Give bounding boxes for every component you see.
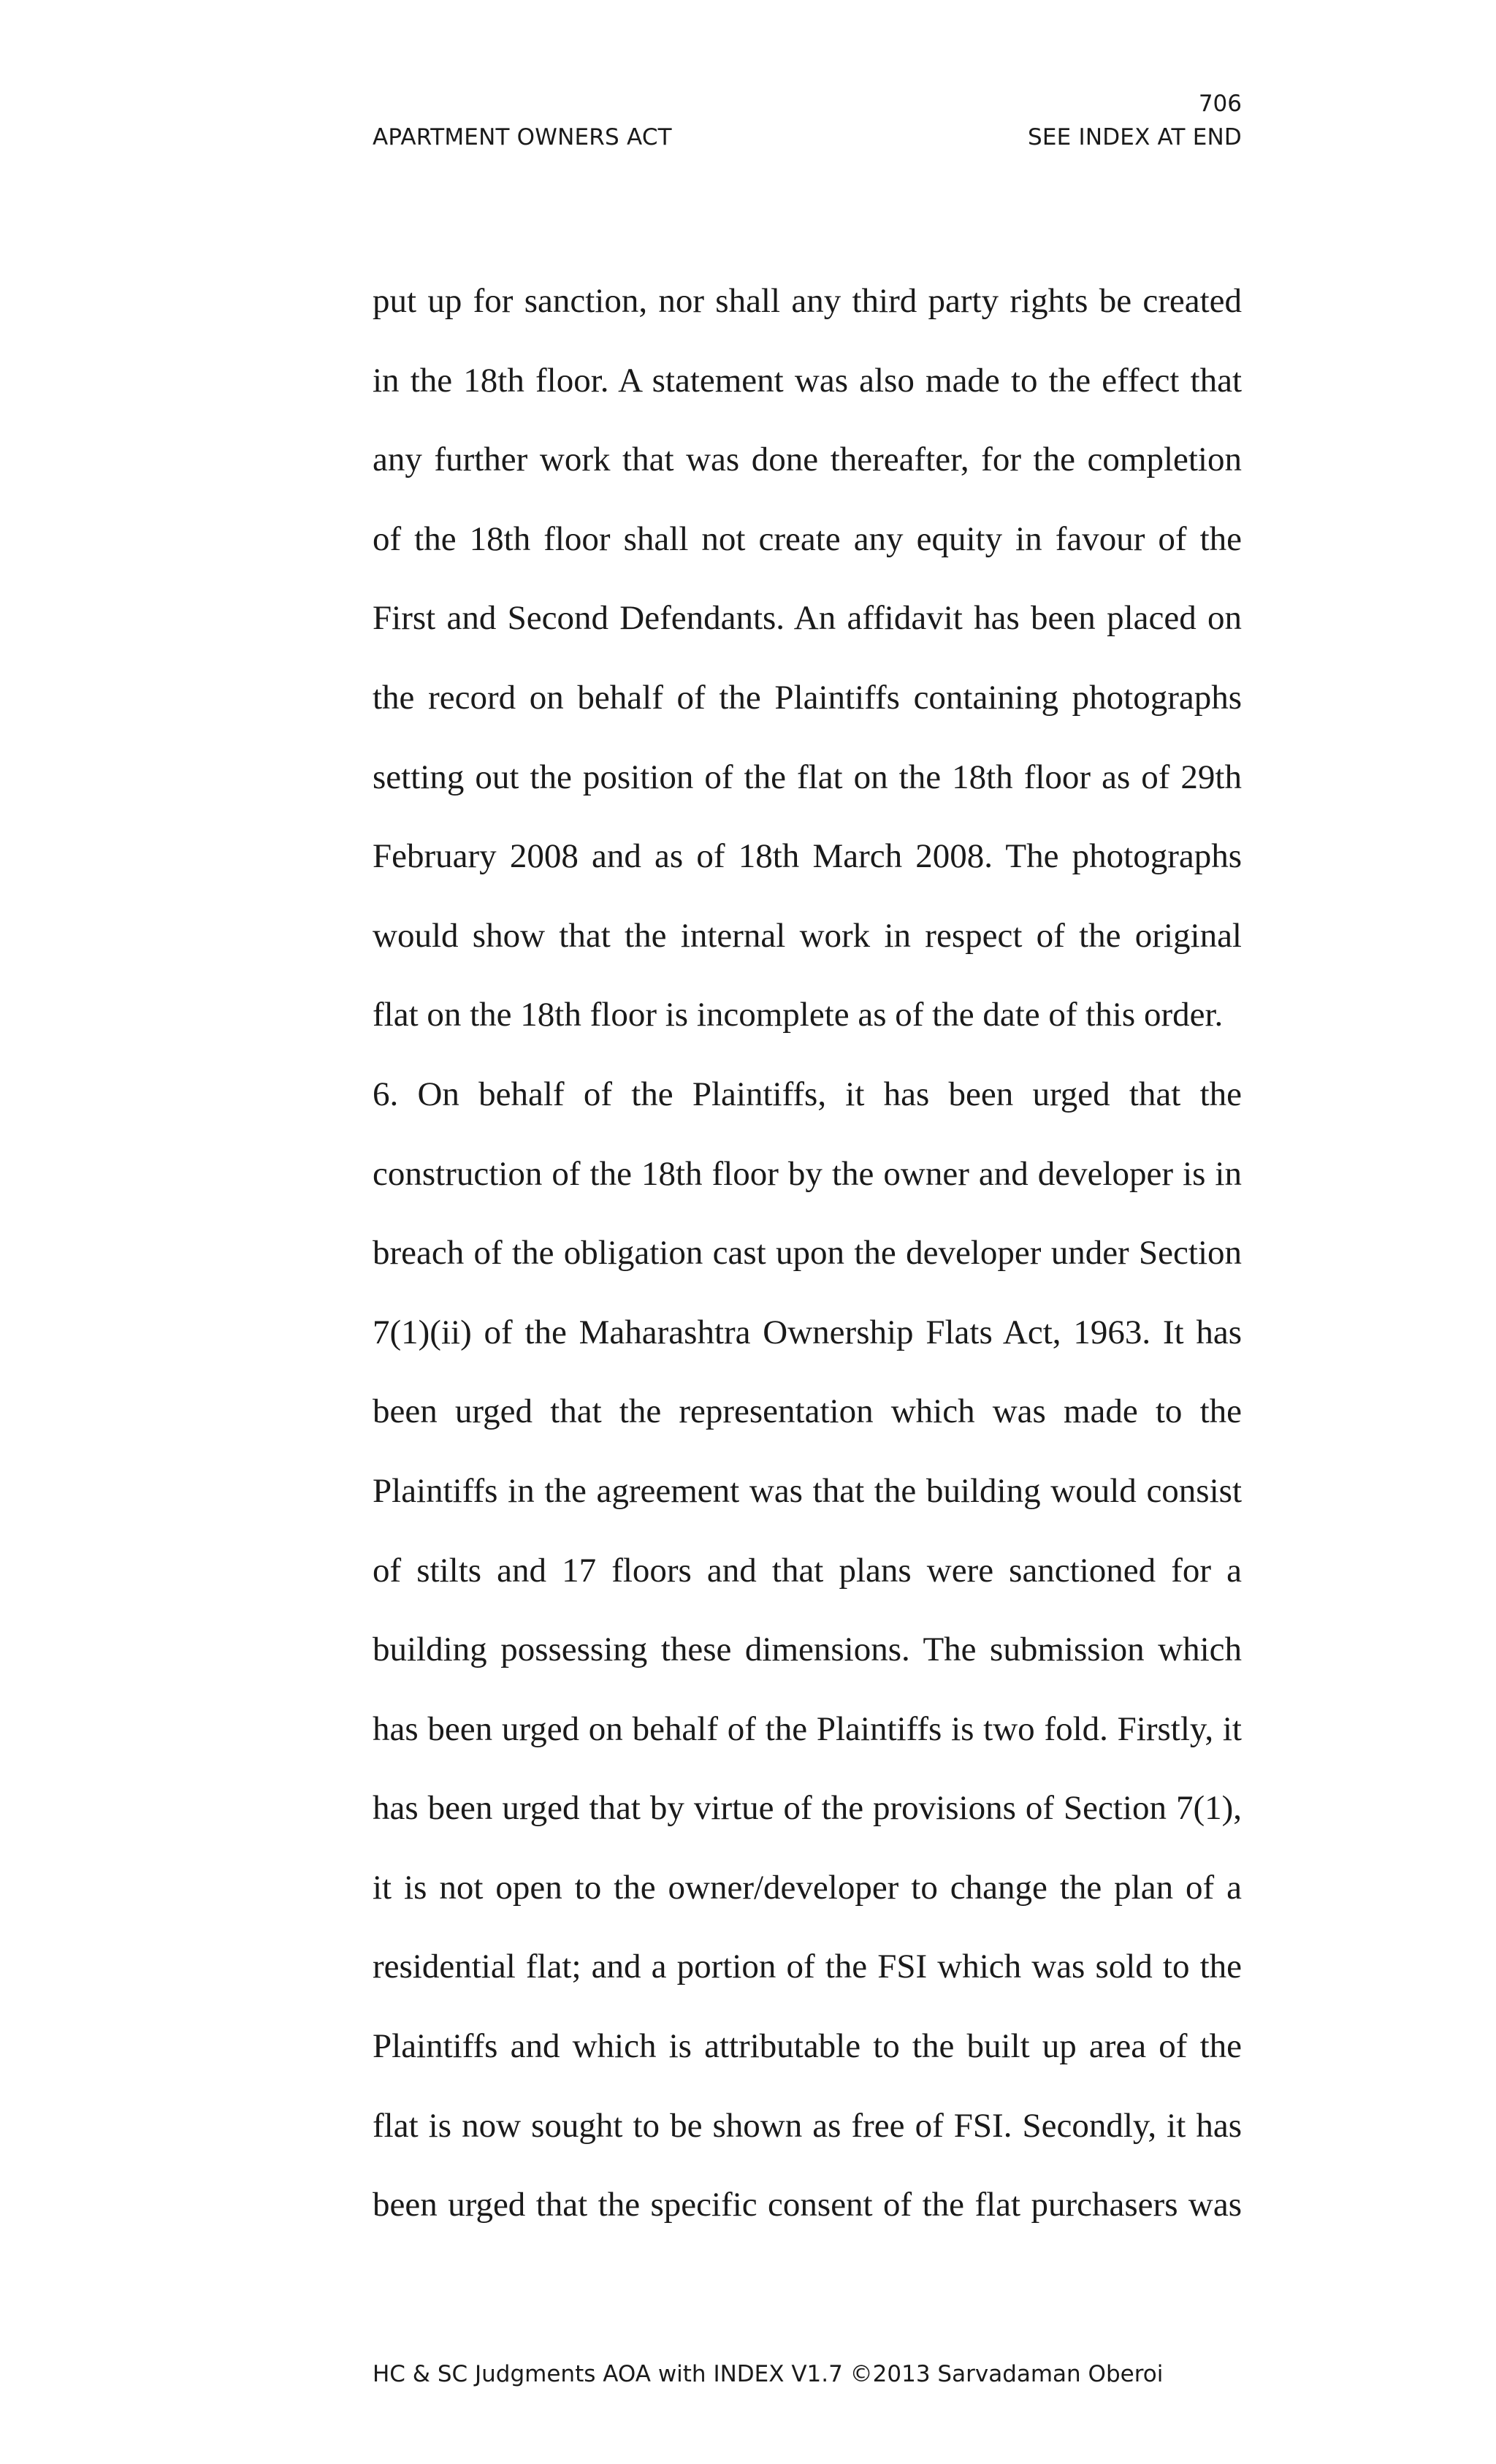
running-header bbox=[373, 121, 1242, 153]
text-line: of stilts and 17 floors and that plans were sanctioned for a bbox=[373, 1551, 1242, 1590]
text-line: been urged that the specific consent of the flat purchasers was bbox=[373, 2186, 1242, 2224]
text-line: has been urged that by virtue of the provisions of Section 7(1), bbox=[373, 1789, 1242, 1828]
header-right-title: SEE INDEX AT END bbox=[1027, 124, 1242, 150]
header-left-title: APARTMENT OWNERS ACT bbox=[373, 124, 672, 150]
text-line: construction of the 18th floor by the owner and developer is in bbox=[373, 1154, 1242, 1193]
text-line: First and Second Defendants. An affidavit has been placed on bbox=[373, 599, 1242, 638]
text-line: flat is now sought to be shown as free of FSI. Secondly, it has bbox=[373, 2106, 1242, 2145]
text-line: in the 18th floor. A statement was also made to the effect that bbox=[373, 361, 1242, 400]
text-line: any further work that was done thereafter, for the completion bbox=[373, 440, 1242, 479]
text-line: would show that the internal work in respect of the original bbox=[373, 916, 1242, 955]
text-line: it is not open to the owner/developer to change the plan of a bbox=[373, 1868, 1242, 1907]
text-line: residential flat; and a portion of the FSI which was sold to the bbox=[373, 1948, 1242, 1986]
text-line: breach of the obligation cast upon the developer under Section bbox=[373, 1234, 1242, 1273]
text-line: Plaintiffs and which is attributable to the built up area of the bbox=[373, 2027, 1242, 2066]
text-line: of the 18th floor shall not create any equity in favour of the bbox=[373, 519, 1242, 558]
text-line: put up for sanction, nor shall any third party rights be created bbox=[373, 282, 1242, 320]
text-line: 7(1)(ii) of the Maharashtra Ownership Flats Act, 1963. It has bbox=[373, 1313, 1242, 1351]
page-footer: HC & SC Judgments AOA with INDEX V1.7 ©2013 Sarvadaman Oberoi bbox=[373, 2361, 1164, 2387]
text-line: flat on the 18th floor is incomplete as of the date of this order. bbox=[373, 996, 1224, 1034]
text-line: the record on behalf of the Plaintiffs containing photographs bbox=[373, 678, 1242, 717]
text-line: been urged that the representation which was made to the bbox=[373, 1392, 1242, 1431]
text-line: setting out the position of the flat on the 18th floor as of 29th bbox=[373, 758, 1242, 796]
text-line: has been urged on behalf of the Plaintiffs is two fold. Firstly, it bbox=[373, 1709, 1242, 1748]
text-line: February 2008 and as of 18th March 2008. The photographs bbox=[373, 837, 1242, 876]
text-line: 6. On behalf of the Plaintiffs, it has been urged that the bbox=[373, 1075, 1242, 1113]
text-line: Plaintiffs in the agreement was that the building would consist bbox=[373, 1471, 1242, 1510]
text-line: building possessing these dimensions. The submission which bbox=[373, 1630, 1242, 1669]
page-number: 706 bbox=[1198, 91, 1242, 117]
judgment-body-text bbox=[373, 262, 1242, 2245]
